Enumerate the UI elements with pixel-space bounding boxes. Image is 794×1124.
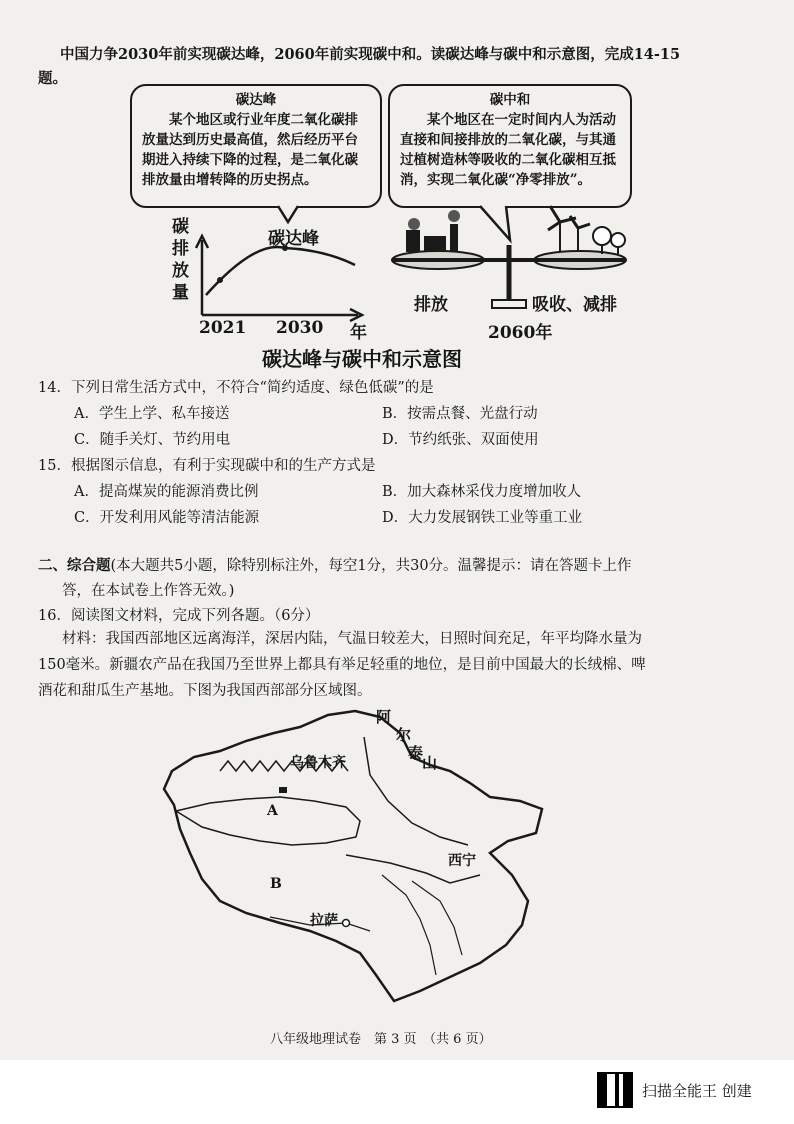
q14-option-d: D．节约纸张、双面使用 (382, 432, 539, 448)
map-label-xining: 西宁 (448, 853, 476, 869)
section2-heading: 二、综合题 (38, 557, 111, 574)
carbon-peak-text: 某个地区或行业年度二氧化碳排放量达到历史最高值，然后经历平台期进入持续下降的过程，是二氧化碳排放量由增转降的历史拐点。 (142, 112, 358, 188)
section2-note-1: (本大题共5小题，除特别标注外，每空1分，共30分。温馨提示：请在答题卡上作 (110, 558, 632, 574)
carbon-neutral-title: 碳中和 (489, 92, 531, 108)
neutral-bubble-tail (480, 206, 510, 240)
scale-left-label: 排放 (414, 295, 448, 315)
q16-stem: 16．阅读图文材料，完成下列各题。（6分） (38, 608, 320, 624)
q14-option-c: C．随手关灯、节约用电 (74, 432, 231, 448)
map-label-urumqi: 乌鲁木齐 (290, 755, 346, 771)
point-2021 (217, 277, 223, 283)
map-label-b: B (270, 876, 282, 892)
page-footer: 八年级地理试卷 第 3 页 （共 6 页） (270, 1032, 492, 1047)
map-label-a: A (267, 803, 278, 819)
q15-stem: 15．根据图示信息，有利于实现碳中和的生产方式是 (38, 458, 376, 474)
x-axis-unit: 年 (350, 323, 367, 343)
carbon-peak-title: 碳达峰 (235, 92, 277, 108)
western-china-map (150, 705, 570, 1005)
section2-line-1 (38, 553, 632, 579)
q14-stem: 14．下列日常生活方式中，不符合“简约适度、绿色低碳”的是 (38, 380, 434, 396)
y-axis-label: 碳 排 放 量 (172, 217, 189, 303)
peak-bubble-tail (278, 206, 298, 222)
tree-icon (593, 227, 625, 254)
q14-option-b: B．按需点餐、光盘行动 (382, 406, 538, 422)
scanner-watermark: 扫描全能王 创建 (642, 1082, 752, 1100)
q16-material-3: 酒花和甜瓜生产基地。下图为我国西部部分区域图。 (38, 683, 372, 699)
q15-option-a: A．提高煤炭的能源消费比例 (74, 484, 259, 500)
figure-caption: 碳达峰与碳中和示意图 (262, 347, 462, 371)
q15-option-c: C．开发利用风能等清洁能源 (74, 510, 260, 526)
carbon-peak-bubble (130, 84, 382, 208)
lhasa-marker (343, 920, 350, 927)
scale-year-label: 2060年 (488, 323, 553, 343)
qr-code-icon (597, 1072, 633, 1108)
scale-base (492, 300, 526, 308)
peak-label: 碳达峰 (268, 229, 319, 249)
scale-right-label: 吸收、减排 (532, 295, 617, 315)
x-tick-2030: 2030 (276, 318, 324, 338)
map-label-altai-1: 阿 (376, 708, 392, 726)
map-label-altai-4: 山 (422, 754, 438, 772)
q16-material-1: 材料：我国西部地区远离海洋，深居内陆，气温日较差大，日照时间充足，年平均降水量为 (62, 631, 642, 647)
q14-option-a: A．学生上学、私车接送 (74, 406, 230, 422)
carbon-neutral-text: 某个地区在一定时间内人为活动直接和间接排放的二氧化碳，与其通过植树造林等吸收的二氧化碳相互抵消，实现二氧化碳“净零排放”。 (400, 112, 616, 188)
q15-option-b: B．加大森林采伐力度增加收人 (382, 484, 582, 500)
map-label-altai-3: 泰 (408, 744, 424, 762)
section2-note-2: 答，在本试卷上作答无效。) (62, 583, 235, 599)
factory-icon (406, 210, 460, 252)
q16-material-2: 150毫米。新疆农产品在我国乃至世界上都具有举足轻重的地位，是目前中国最大的长绒棉、啤 (38, 657, 646, 673)
urumqi-marker (279, 787, 287, 793)
wind-turbine-icon (548, 206, 590, 252)
q15-option-d: D．大力发展钢铁工业等重工业 (382, 510, 583, 526)
emission-curve (206, 247, 355, 295)
intro-line-1: 中国力争2030年前实现碳达峰，2060年前实现碳中和。读碳达峰与碳中和示意图，完成14-15 (60, 46, 681, 63)
river-1 (382, 875, 436, 975)
intro-line-2: 题。 (38, 70, 67, 87)
carbon-neutral-bubble (388, 84, 632, 208)
map-label-lhasa: 拉萨 (310, 913, 338, 929)
map-label-altai-2: 尔 (396, 726, 412, 744)
x-tick-2021: 2021 (199, 318, 247, 338)
